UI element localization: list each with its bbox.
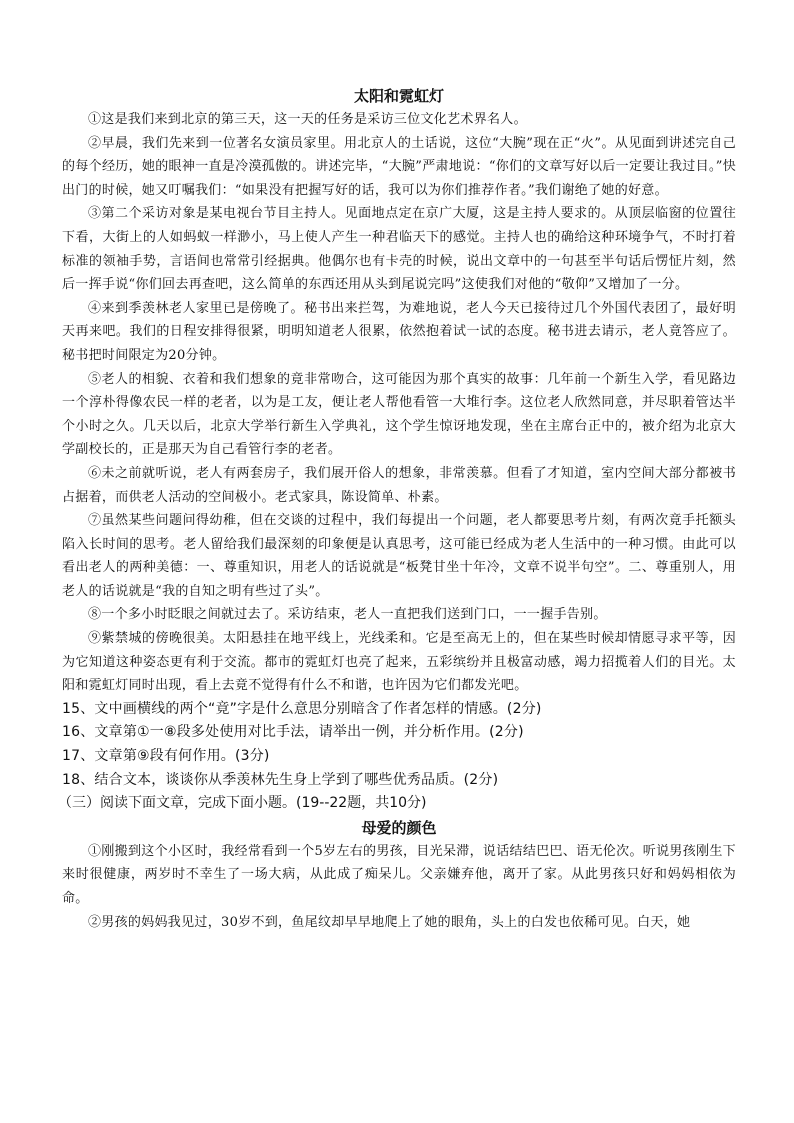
article-2-title: 母爱的颜色 [361, 818, 437, 837]
article-paragraph-4: ④来到季羡林老人家里已是傍晚了。秘书出来拦驾，为难地说，老人今天已接待过几个外国代表团了，最好明天再来吧。我们的日程安排得很紧，明明知道老人很累，依然抱着试一试的态度。秘书进去请示，老人竟答应了。秘书把时间限定为20分钟。 [62, 300, 736, 363]
article-paragraph-5: ⑤老人的相貌、衣着和我们想象的竟非常吻合，这可能因为那个真实的故事：几年前一个新生入学，看见路边一个淳朴得像农民一样的老者，以为是工友，便让老人帮他看管一大堆行李。这位老人欣然同意，并尽职着管达半个小时之久。几天以后，北京大学举行新生入学典礼，这个学生惊讶地发现，坐在主席台正中的，被介绍为北京大学副校长的，正是那天为自己看管行李的老者。 [62, 371, 736, 458]
article-paragraph-3: ③第二个采访对象是某电视台节目主持人。见面地点定在京广大厦，这是主持人要求的。从顶层临窗的位置往下看，大街上的人如蚂蚁一样渺小，马上使人产生一种君临天下的感觉。主持人也的确给这种环境争气，不时打着标准的领袖手势，言语间也常常引经据典。他偶尔也有卡壳的时候，说出文章中的一句甚至半句话后愣怔片刻，然后一挥手说“你们回去再查吧，这么简单的东西还用从头到尾说完吗”这使我们对他的“敬仰”又增加了一分。 [62, 206, 736, 293]
article-paragraph-9: ⑨紫禁城的傍晚很美。太阳悬挂在地平线上，光线柔和。它是至高无上的，但在某些时候却情愿寻求平等，因为它知道这种姿态更有利于交流。都市的霓虹灯也亮了起来，五彩缤纷并且极富动感，竭力招揽着人们的目光。太阳和霓虹灯同时出现，看上去竟不觉得有什么不和谐，也许因为它们都发光吧。 [62, 631, 736, 694]
article-paragraph-1: ①这是我们来到北京的第三天，这一天的任务是采访三位文化艺术界名人。 [88, 112, 527, 127]
exam-page [58, 84, 736, 934]
article-paragraph-2: ②早晨，我们先来到一位著名女演员家里。用北京人的土话说，这位“大腕”现在正“火”。从见面到讲述完自己的每个经历，她的眼神一直是冷漠孤傲的。讲述完毕，“大腕”严肃地说：“你们的文章写好以后一定要让我过目。”快出门的时候，她又叮嘱我们：“如果没有把握写好的话，我可以为你们推荐作者。”我们谢绝了她的好意。 [62, 135, 736, 198]
article-2-paragraph-2: ②男孩的妈妈我见过，30岁不到，鱼尾纹却早早地爬上了她的眼角，头上的白发也依稀可见。白天，她 [88, 914, 691, 930]
article-2-paragraph-1: ①刚搬到这个小区时，我经常看到一个5岁左右的男孩，目光呆滞，说话结结巴巴、语无伦次。听说男孩刚生下来时很健康，两岁时不幸生了一场大病，从此成了痴呆儿。父亲嫌弃他，离开了家。从此男孩只好和妈妈相依为命。 [62, 843, 736, 906]
article-title: 太阳和霓虹灯 [353, 87, 444, 105]
article-paragraph-7: ⑦虽然某些问题问得幼稚，但在交谈的过程中，我们每提出一个问题，老人都要思考片刻，有两次竟手托额头陷入长时间的思考。老人留给我们最深刻的印象便是认真思考，这可能已经成为老人生活中的一种习惯。由此可以看出老人的两种美德：一、尊重知识，用老人的话说就是“板凳甘坐十年冷，文章不说半句空”。二、尊重别人，用老人的话说就是“我的自知之明有些过了头”。 [62, 513, 736, 599]
question-16: 16、文章第①一⑧段多处使用对比手法，请举出一例，并分析作用。(2分) [62, 724, 524, 741]
question-15: 15、文中画横线的两个“竟”字是什么意思分别暗含了作者怎样的情感。(2分) [62, 700, 542, 717]
article-paragraph-6: ⑥未之前就听说，老人有两套房子，我们展开俗人的想象，非常羡慕。但看了才知道，室内空间大部分都被书占据着，而供老人活动的空间极小。老式家具，陈设简单、朴素。 [62, 465, 736, 505]
question-17: 17、文章第⑨段有何作用。(3分) [62, 748, 270, 765]
question-18: 18、结合文本，谈谈你从季羡林先生身上学到了哪些优秀品质。(2分) [62, 771, 499, 788]
article-paragraph-8: ⑧一个多小时眨眼之间就过去了。采访结束，老人一直把我们送到门口，一一握手告别。 [88, 607, 607, 623]
section-heading: （三）阅读下面文章，完成下面小题。(19--22题，共10分) [58, 795, 427, 812]
